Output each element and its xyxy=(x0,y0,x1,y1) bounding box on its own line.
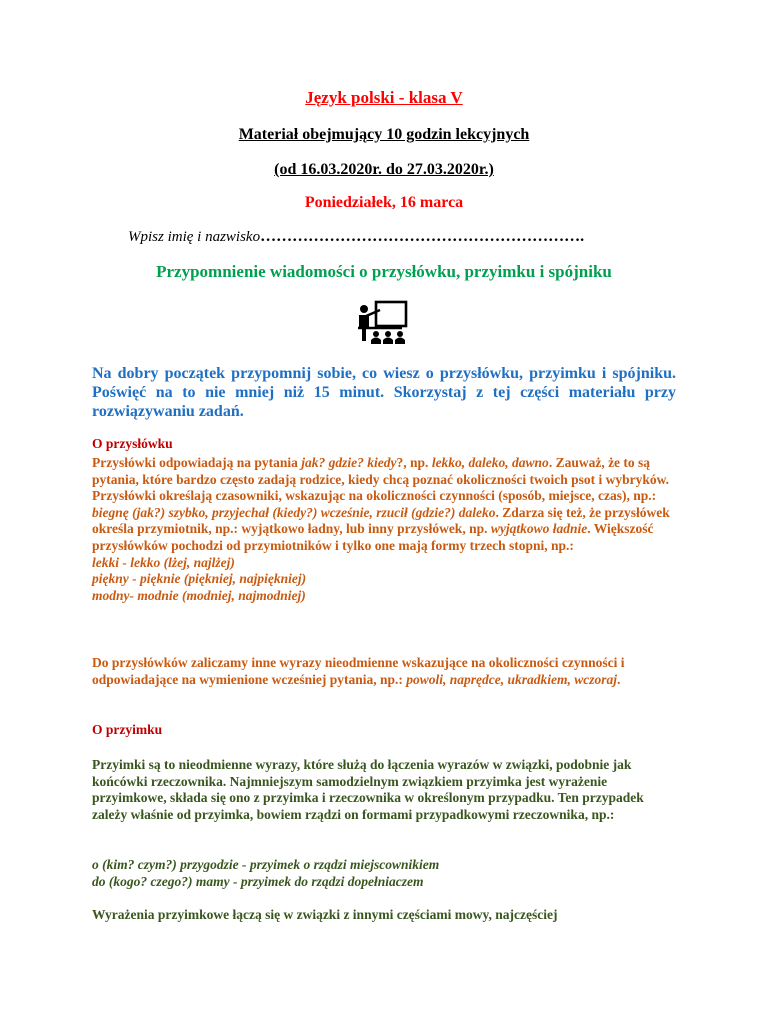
preposition-example-2: do (kogo? czego?) mamy - przyimek do rządzi dopełniaczem xyxy=(92,873,424,889)
preposition-example-1: o (kim? czym?) przygodzie - przyimek o rządzi miejscownikiem xyxy=(92,857,440,872)
adverb-p2-end: . xyxy=(617,671,621,687)
adverb-degree-example-3: modny- modnie (modniej, najmodniej) xyxy=(92,587,306,603)
preposition-examples xyxy=(92,857,672,890)
adverb-degree-example-1: lekki - lekko (lżej, najlżej) xyxy=(92,554,235,570)
name-label: Wpisz imię i nazwisko xyxy=(128,229,261,245)
adverb-text-5: . Większość przysłówków pochodzi od przymiotników i tylko one mają formy trzech stopni, np.: xyxy=(92,521,654,553)
teacher-board-icon xyxy=(358,300,408,346)
name-dots: ……………………………………………………. xyxy=(260,228,585,245)
preposition-text-2: Wyrażenia przyimkowe łączą się w związki z innymi częściami mowy, najczęściej xyxy=(92,907,558,922)
document-subtitle: Materiał obejmujący 10 godzin lekcyjnych xyxy=(238,126,530,143)
adverb-heading: O przysłówku xyxy=(92,436,173,451)
adverb-text-4: . Zdarza się też, że przysłówek określa przymiotnik, np.: wyjątkowo ładny, lub inny przysłówek, np. xyxy=(92,504,670,537)
adverb-p2-examples: powoli, naprędce, ukradkiem, wczoraj xyxy=(406,671,618,687)
preposition-paragraph xyxy=(92,757,672,823)
date-range: (od 16.03.2020r. do 27.03.2020r.) xyxy=(274,161,494,178)
preposition-text: Przyimki są to nieodmienne wyrazy, które służą do łączenia wyrazów w związki, podobnie jak końcówki rzeczownika. Najmniejszym samodzielnym związkiem przyimka jest wyrażenie przyimkowe, składa się ono z przyimka i rzeczownika w określonym przypadku. Ten przypadek zależy właśnie od przyimka, bowiem rządzi on formami przypadkowymi rzeczownika, np.: xyxy=(92,757,644,822)
section-title: Przypomnienie wiadomości o przysłówku, przyimku i spójniku xyxy=(156,262,612,281)
name-field-line xyxy=(128,228,584,246)
adverb-text-2: ?, np. xyxy=(396,455,432,470)
adverb-paragraph-2 xyxy=(92,655,672,688)
intro-paragraph: Na dobry początek przypomnij sobie, co wiesz o przysłówku, przyimku i spójniku. Poświęć na to nie mniej niż 15 minut. Skorzystaj z tej części materiału przy rozwiązywaniu zadań. xyxy=(92,365,676,420)
day-heading: Poniedziałek, 16 marca xyxy=(304,194,464,211)
adverb-p2-text: Do przysłówków zaliczamy inne wyrazy nieodmienne wskazujące na okoliczności czynności i odpowiadające na wymienione wcześniej pytania, np.: xyxy=(92,655,625,687)
adverb-text-1: Przysłówki odpowiadają na pytania xyxy=(92,455,302,470)
adverb-text-3: . Zauważ, że to są pytania, które bardzo często zadają rodzice, kiedy chcą poznać okoliczności twoich psot i wybryków. Przysłówki określają czasowniki, wskazując na okoliczności czynności (sposób, miejsce, czas), np.: xyxy=(92,455,669,504)
adverb-degree-example-2: piękny - pięknie (piękniej, najpiękniej) xyxy=(92,571,307,587)
preposition-heading: O przyimku xyxy=(92,722,163,737)
adverb-verb-examples: biegnę (jak?) szybko, przyjechał (kiedy?) wcześnie, rzucił (gdzie?) daleko xyxy=(92,504,496,520)
preposition-paragraph-2 xyxy=(92,907,672,924)
adverb-example-wyjatkowo: wyjątkowo ładnie xyxy=(490,521,588,537)
adverb-paragraph xyxy=(92,455,672,604)
document-title: Język polski - klasa V xyxy=(305,88,463,107)
adverb-examples: lekko, daleko, dawno xyxy=(431,455,549,470)
adverb-questions: jak? gdzie? kiedy xyxy=(301,455,397,470)
